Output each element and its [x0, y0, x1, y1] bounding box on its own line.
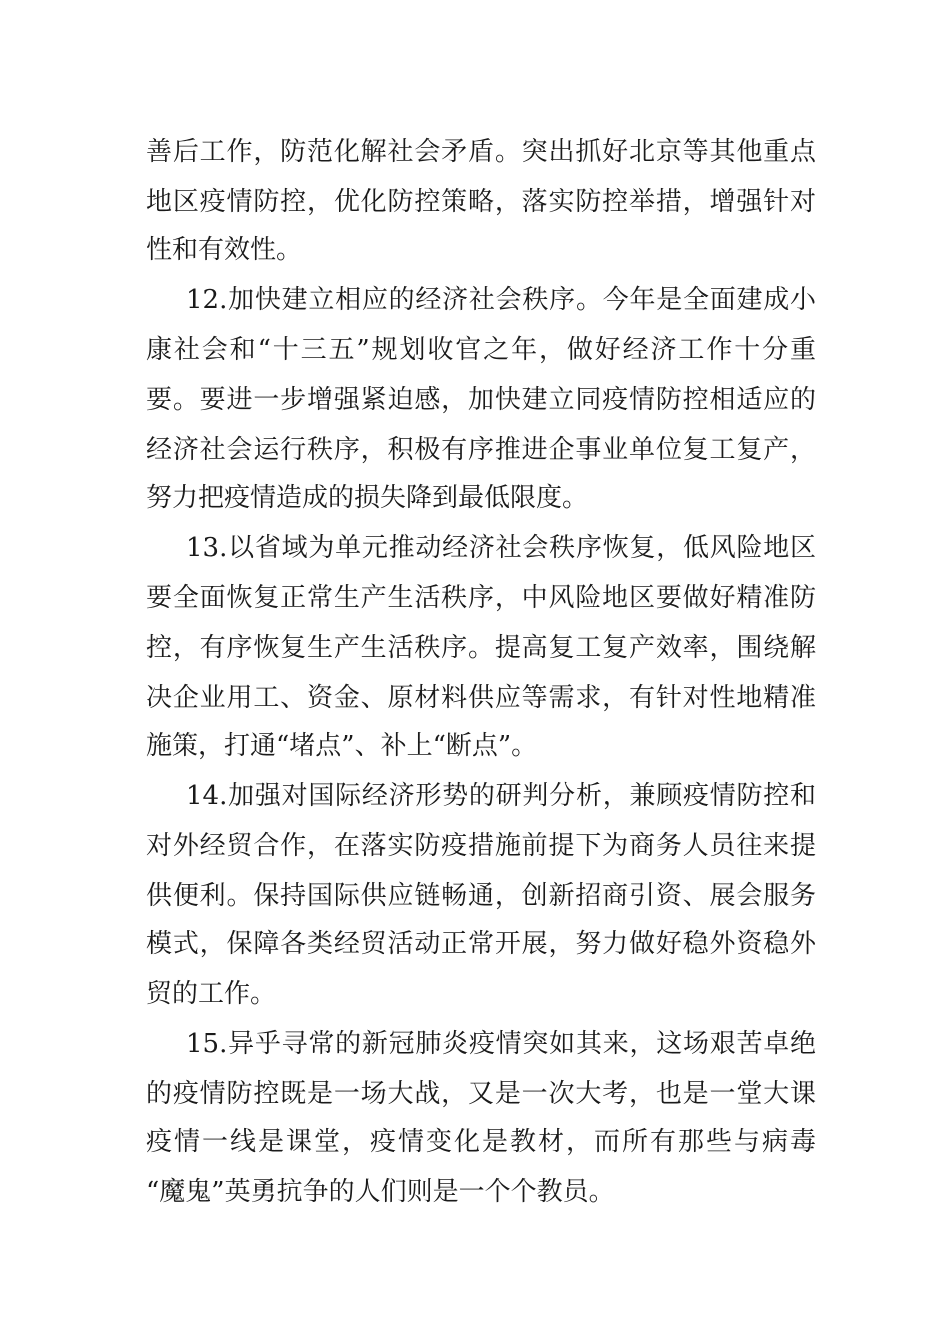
text-line: 要全面恢复正常生产生活秩序，中风险地区要做好精准防 — [146, 583, 816, 613]
text-line: 贸的工作。 — [146, 979, 277, 1009]
text-line: 性和有效性。 — [146, 235, 303, 265]
text-line: “魔鬼”英勇抗争的人们则是一个个教员。 — [146, 1177, 615, 1207]
text-line: 决企业用工、资金、原材料供应等需求，有针对性地精准 — [146, 683, 816, 713]
text-line: 善后工作，防范化解社会矛盾。突出抓好北京等其他重点 — [146, 137, 816, 167]
paragraph-15-first-line: 15.异乎寻常的新冠肺炎疫情突如其来，这场艰苦卓绝 — [186, 1029, 816, 1059]
text-line: 施策，打通“堵点”、补上“断点”。 — [146, 731, 538, 761]
text-line: 康社会和“十三五”规划收官之年，做好经济工作十分重 — [146, 335, 816, 365]
text-line: 对外经贸合作，在落实防疫措施前提下为商务人员往来提 — [146, 831, 816, 861]
text-line: 努力把疫情造成的损失降到最低限度。 — [146, 483, 589, 513]
paragraph-12-first-line: 12.加快建立相应的经济社会秩序。今年是全面建成小 — [186, 285, 816, 315]
text-line: 经济社会运行秩序，积极有序推进企事业单位复工复产， — [146, 435, 816, 465]
text-line: 疫情一线是课堂，疫情变化是教材，而所有那些与病毒 — [146, 1127, 816, 1157]
text-line: 控，有序恢复生产生活秩序。提高复工复产效率，围绕解 — [146, 633, 816, 663]
paragraph-13-first-line: 13.以省域为单元推动经济社会秩序恢复，低风险地区 — [186, 533, 816, 563]
paragraph-14-first-line: 14.加强对国际经济形势的研判分析，兼顾疫情防控和 — [186, 781, 816, 811]
text-line: 地区疫情防控，优化防控策略，落实防控举措，增强针对 — [146, 187, 816, 217]
text-line: 要。要进一步增强紧迫感，加快建立同疫情防控相适应的 — [146, 385, 816, 415]
text-line: 模式，保障各类经贸活动正常开展，努力做好稳外资稳外 — [146, 929, 816, 959]
text-line: 的疫情防控既是一场大战，又是一次大考，也是一堂大课 — [146, 1079, 816, 1109]
text-line: 供便利。保持国际供应链畅通，创新招商引资、展会服务 — [146, 881, 816, 911]
